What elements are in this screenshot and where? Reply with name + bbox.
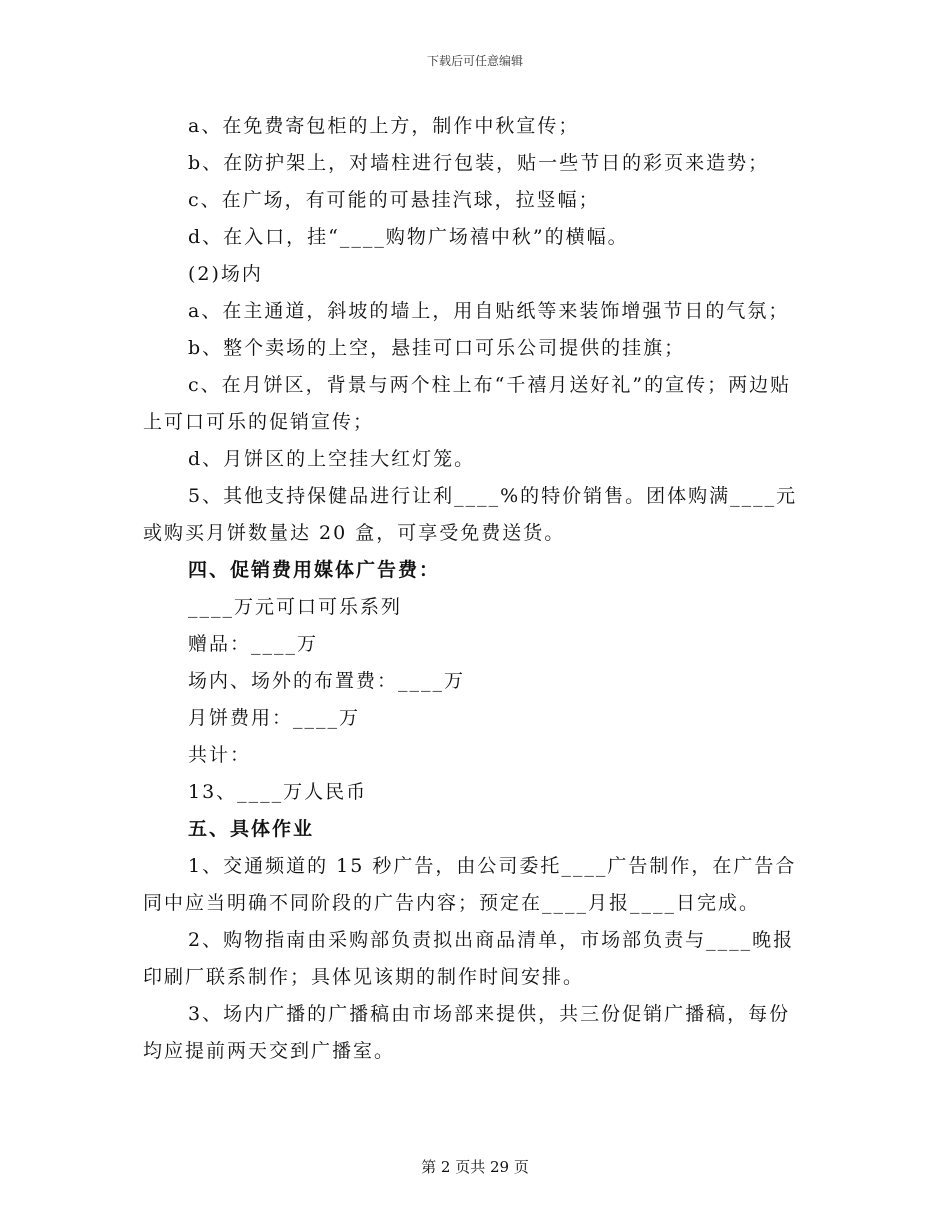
paragraph: d、在入口，挂“____购物广场禧中秋”的横幅。 (188, 226, 629, 248)
section-heading: 五、具体作业 (188, 818, 315, 840)
section-subheading: (2)场内 (188, 263, 263, 285)
section-heading: 四、促销费用媒体广告费： (188, 559, 441, 581)
document-body (143, 108, 811, 1070)
page-footer: 第 2 页共 29 页 (421, 1158, 529, 1176)
paragraph: c、在广场，有可能的可悬挂汽球，拉竖幅； (188, 189, 600, 211)
paragraph: a、在免费寄包柜的上方，制作中秋宣传； (188, 115, 580, 137)
paragraph: 5、其他支持保健品进行让利____%的特价销售。团体购满____元或购买月饼数量达 20 盒，可享受免费送货。 (143, 485, 798, 544)
cost-line: 赠品：____万 (188, 633, 319, 655)
paragraph: d、月饼区的上空挂大红灯笼。 (188, 448, 476, 470)
paragraph: 1、交通频道的 15 秒广告，由公司委托____广告制作，在广告合同中应当明确不同阶段的广告内容；预定在____月报____日完成。 (143, 855, 797, 914)
cost-line: 共计： (188, 744, 252, 766)
paragraph: 3、场内广播的广播稿由市场部来提供，共三份促销广播稿，每份均应提前两天交到广播室。 (143, 1003, 791, 1062)
page-header: 下载后可任意编辑 (426, 54, 523, 68)
paragraph: b、在防护架上，对墙柱进行包装，贴一些节日的彩页来造势； (188, 152, 770, 174)
cost-total: 13、____万人民币 (188, 781, 368, 803)
cost-line: ____万元可口可乐系列 (188, 596, 403, 618)
paragraph: b、整个卖场的上空，悬挂可口可乐公司提供的挂旗； (188, 337, 686, 359)
paragraph: c、在月饼区，背景与两个柱上布“千禧月送好礼”的宣传；两边贴上可口可乐的促销宣传； (143, 374, 792, 433)
cost-line: 月饼费用：____万 (188, 707, 361, 729)
cost-line: 场内、场外的布置费：____万 (188, 670, 466, 692)
paragraph: 2、购物指南由采购部负责拟出商品清单，市场部负责与____晚报印刷厂联系制作；具体见该期的制作时间安排。 (143, 929, 795, 988)
paragraph: a、在主通道，斜坡的墙上，用自贴纸等来装饰增强节日的气氛； (188, 300, 790, 322)
